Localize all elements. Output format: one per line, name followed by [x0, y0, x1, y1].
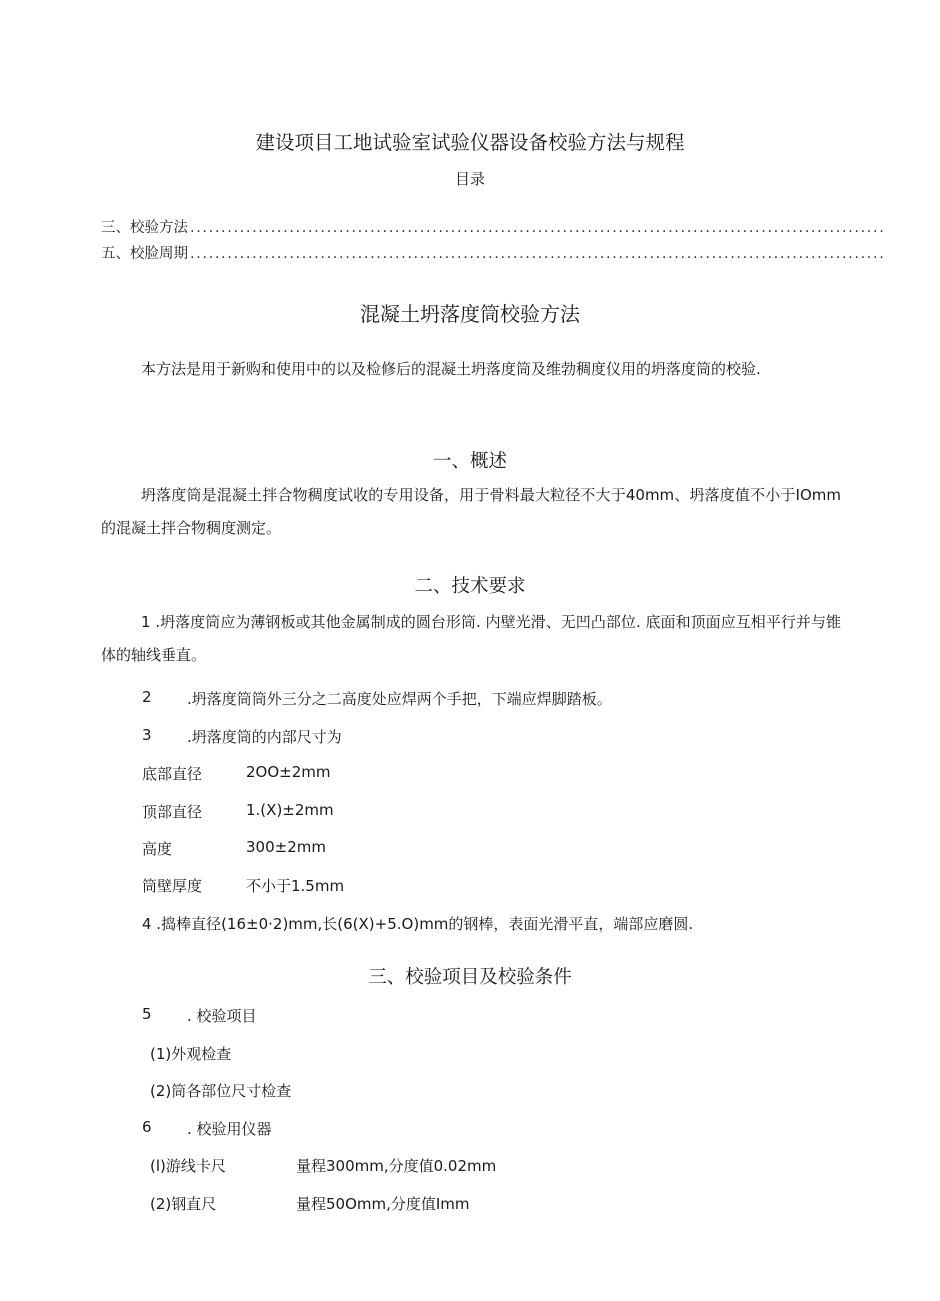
tech-item-1: 1 .坍落度筒应为薄钢板或其他金属制成的圆台形筒. 内壁光滑、无凹凸部位. 底面和顶面应互相平行并与锥体的轴线垂直。: [101, 613, 841, 664]
heading-overview: 一、概述: [432, 451, 507, 472]
tech-item-2-text: .坍落度筒筒外三分之二高度处应焊两个手把，下端应焊脚踏板。: [187, 690, 612, 708]
tech-item-3-number: 3: [142, 726, 152, 744]
tech-item-4: 4 .捣棒直径(16±0·2)mm,长(6(X)+5.O)mm的钢棒，表面光滑平直，端部应磨圆.: [142, 915, 694, 933]
dimension-value: 不小于1.5mm: [246, 877, 345, 895]
tech-item-2-number: 2: [142, 688, 152, 706]
toc-leader-dots: ................................................................................................................: [190, 246, 886, 262]
dimension-label: 顶部直径: [142, 803, 203, 821]
dimension-value: 300±2mm: [246, 838, 326, 856]
instrument-label: (2)钢直尺: [150, 1195, 217, 1213]
instrument-label: (l)游线卡尺: [150, 1157, 226, 1175]
toc-entry-label: 三、校验方法: [101, 220, 188, 236]
dimension-label: 高度: [142, 840, 173, 858]
toc-leader-dots: ................................................................................................................: [190, 220, 886, 236]
instrument-value: 量程300mm,分度值0.02mm: [296, 1157, 497, 1175]
toc-entry[interactable]: [101, 216, 886, 237]
intro-paragraph: 本方法是用于新购和使用中的以及检修后的混凝土坍落度筒及维勃稠度仪用的坍落度筒的校验.: [141, 360, 761, 378]
heading-calibration-items: 三、校验项目及校验条件: [368, 967, 572, 988]
toc-entry[interactable]: [101, 242, 886, 263]
overview-paragraph: 坍落度筒是混凝土拌合物稠度试收的专用设备，用于骨料最大粒径不大于40mm、坍落度值不小于IOmm的混凝土拌合物稠度测定。: [101, 486, 841, 537]
check-item: (2)筒各部位尺寸检查: [150, 1082, 292, 1100]
calib-item-5-number: 5: [142, 1005, 152, 1023]
calib-item-5-text: . 校验项目: [187, 1007, 257, 1025]
calib-item-6-text: . 校验用仪器: [187, 1120, 272, 1138]
check-item: (1)外观检查: [150, 1045, 232, 1063]
dimension-value: 1.(X)±2mm: [246, 801, 334, 819]
tech-item-3-text: .坍落度筒的内部尺寸为: [187, 728, 342, 746]
calib-item-6-number: 6: [142, 1118, 152, 1136]
dimension-value: 2OO±2mm: [246, 763, 331, 781]
toc-entry-label: 五、校脸周期: [101, 246, 188, 262]
section-title: 混凝土坍落度筒校验方法: [360, 302, 580, 326]
dimension-label: 筒壁厚度: [142, 877, 203, 895]
heading-tech-requirements: 二、技术要求: [414, 576, 526, 597]
instrument-value: 量程50Omm,分度值Imm: [296, 1195, 470, 1213]
toc-heading: 目录: [454, 170, 485, 188]
dimension-label: 底部直径: [142, 765, 203, 783]
document-title: 建设项目工地试验室试验仪器设备校验方法与规程: [255, 131, 685, 154]
